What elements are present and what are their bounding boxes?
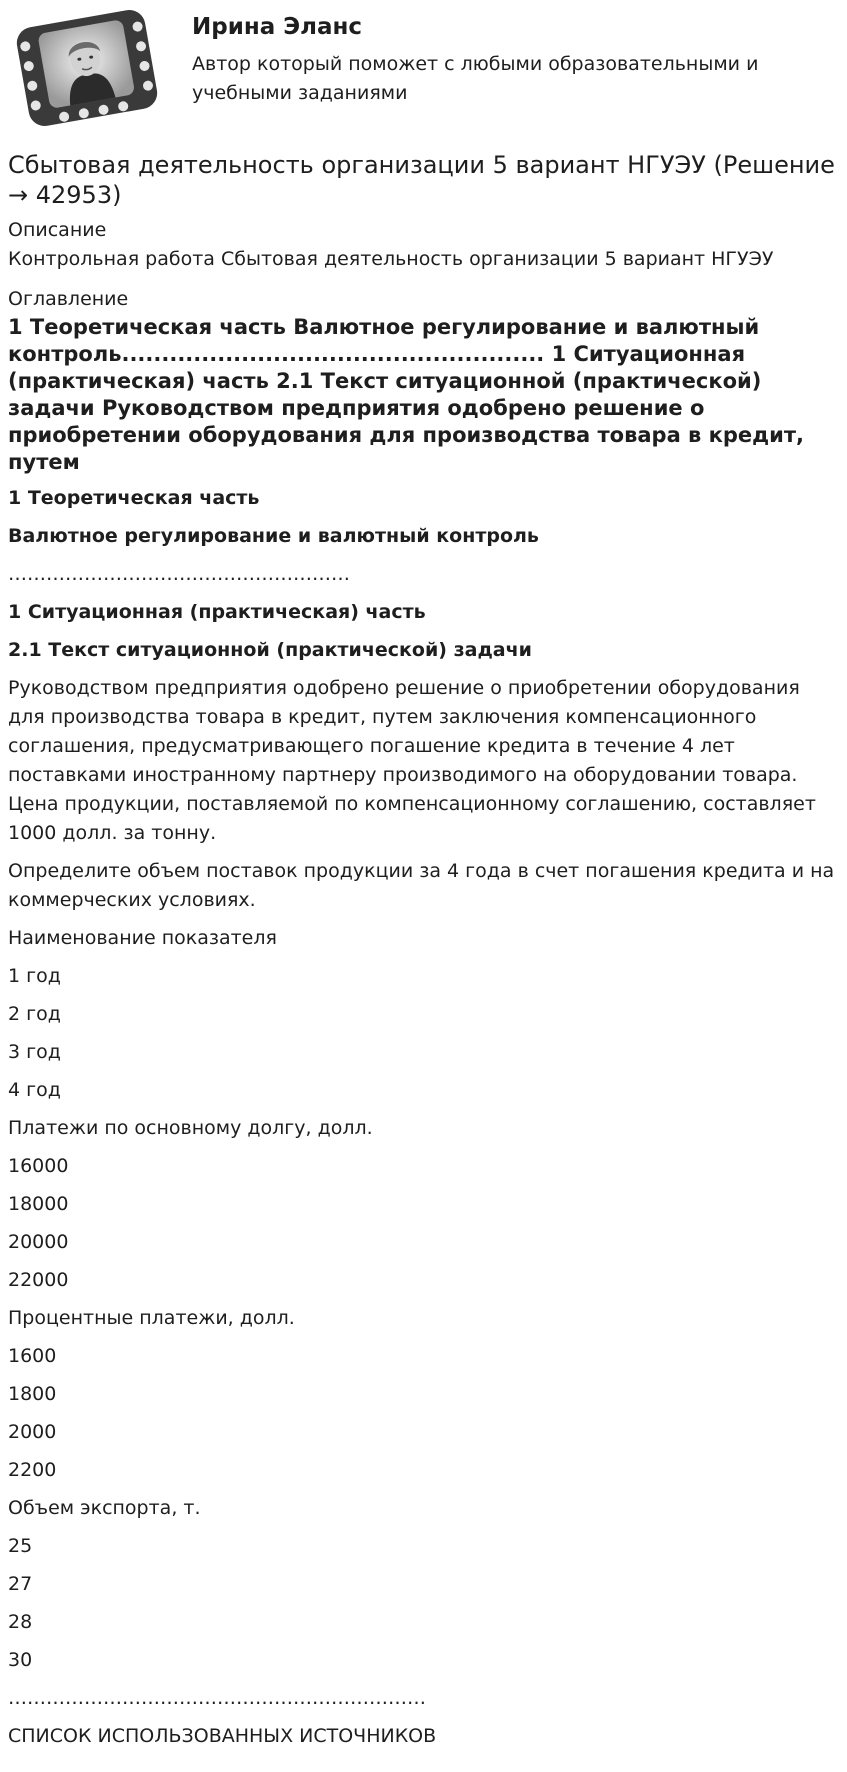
list-item: 1600 [8, 1345, 57, 1367]
list-item: 2000 [8, 1421, 57, 1443]
film-frame-avatar-icon [16, 8, 158, 128]
section-heading: 1 Теоретическая часть [8, 487, 260, 509]
task-paragraph: Руководством предприятия одобрено решение о приобретении оборудования для производства товара в кредит, путем заключения компенсационного соглашения, предусматривающего погашение кредита в течение 4 лет поставками иностранному партнеру производимого на оборудовании товара. Цена продукции, поставляемой по компенсационному соглашению, составляет 1000 долл. за тонну. [8, 677, 816, 844]
author-avatar [16, 8, 158, 128]
list-item: 3 год [8, 1041, 61, 1063]
list-item: 16000 [8, 1155, 69, 1177]
description-label: Описание [8, 219, 107, 241]
description-text: Контрольная работа Сбытовая деятельность организации 5 вариант НГУЭУ [8, 248, 774, 270]
list-item: 25 [8, 1535, 33, 1557]
list-item: 28 [8, 1611, 33, 1633]
list-item: 27 [8, 1573, 33, 1595]
list-item: 1 год [8, 965, 61, 987]
list-item: Процентные платежи, долл. [8, 1307, 295, 1329]
toc-label: Оглавление [8, 288, 129, 310]
author-description: Автор который поможет с любыми образовательными и учебными заданиями [192, 53, 759, 104]
list-item: 20000 [8, 1231, 69, 1253]
list-item: 4 год [8, 1079, 61, 1101]
dots-separator: ……………………………………………… [8, 563, 350, 585]
task-question: Определите объем поставок продукции за 4 года в счет погашения кредита и на коммерческих условиях. [8, 860, 835, 911]
list-item: 2 год [8, 1003, 61, 1025]
list-item: Платежи по основному долгу, долл. [8, 1117, 373, 1139]
list-item: 22000 [8, 1269, 69, 1291]
document-title: Сбытовая деятельность организации 5 вариант НГУЭУ (Решение → 42953) [8, 151, 835, 209]
section-heading: Валютное регулирование и валютный контроль [8, 525, 539, 547]
list-item: 2200 [8, 1459, 57, 1481]
toc-text: 1 Теоретическая часть Валютное регулирование и валютный контроль..................................................... 1 Ситуационная (практическая) часть 2.1 Текст ситуационной (практической) задачи Руководством предприятия одобрено решение о приобретении оборудования для производства товара в кредит, путем [8, 315, 805, 474]
author-name: Ирина Эланс [192, 14, 363, 40]
section-heading: 1 Ситуационная (практическая) часть [8, 601, 426, 623]
author-card [8, 0, 839, 140]
list-item: Наименование показателя [8, 927, 277, 949]
dots-separator: ………………………………………………………… [8, 1687, 426, 1709]
section-heading: 2.1 Текст ситуационной (практической) задачи [8, 639, 532, 661]
list-item: 1800 [8, 1383, 57, 1405]
sources-heading: СПИСОК ИСПОЛЬЗОВАННЫХ ИСТОЧНИКОВ [8, 1725, 437, 1747]
list-item: Объем экспорта, т. [8, 1497, 201, 1519]
list-item: 18000 [8, 1193, 69, 1215]
list-item: 30 [8, 1649, 33, 1671]
